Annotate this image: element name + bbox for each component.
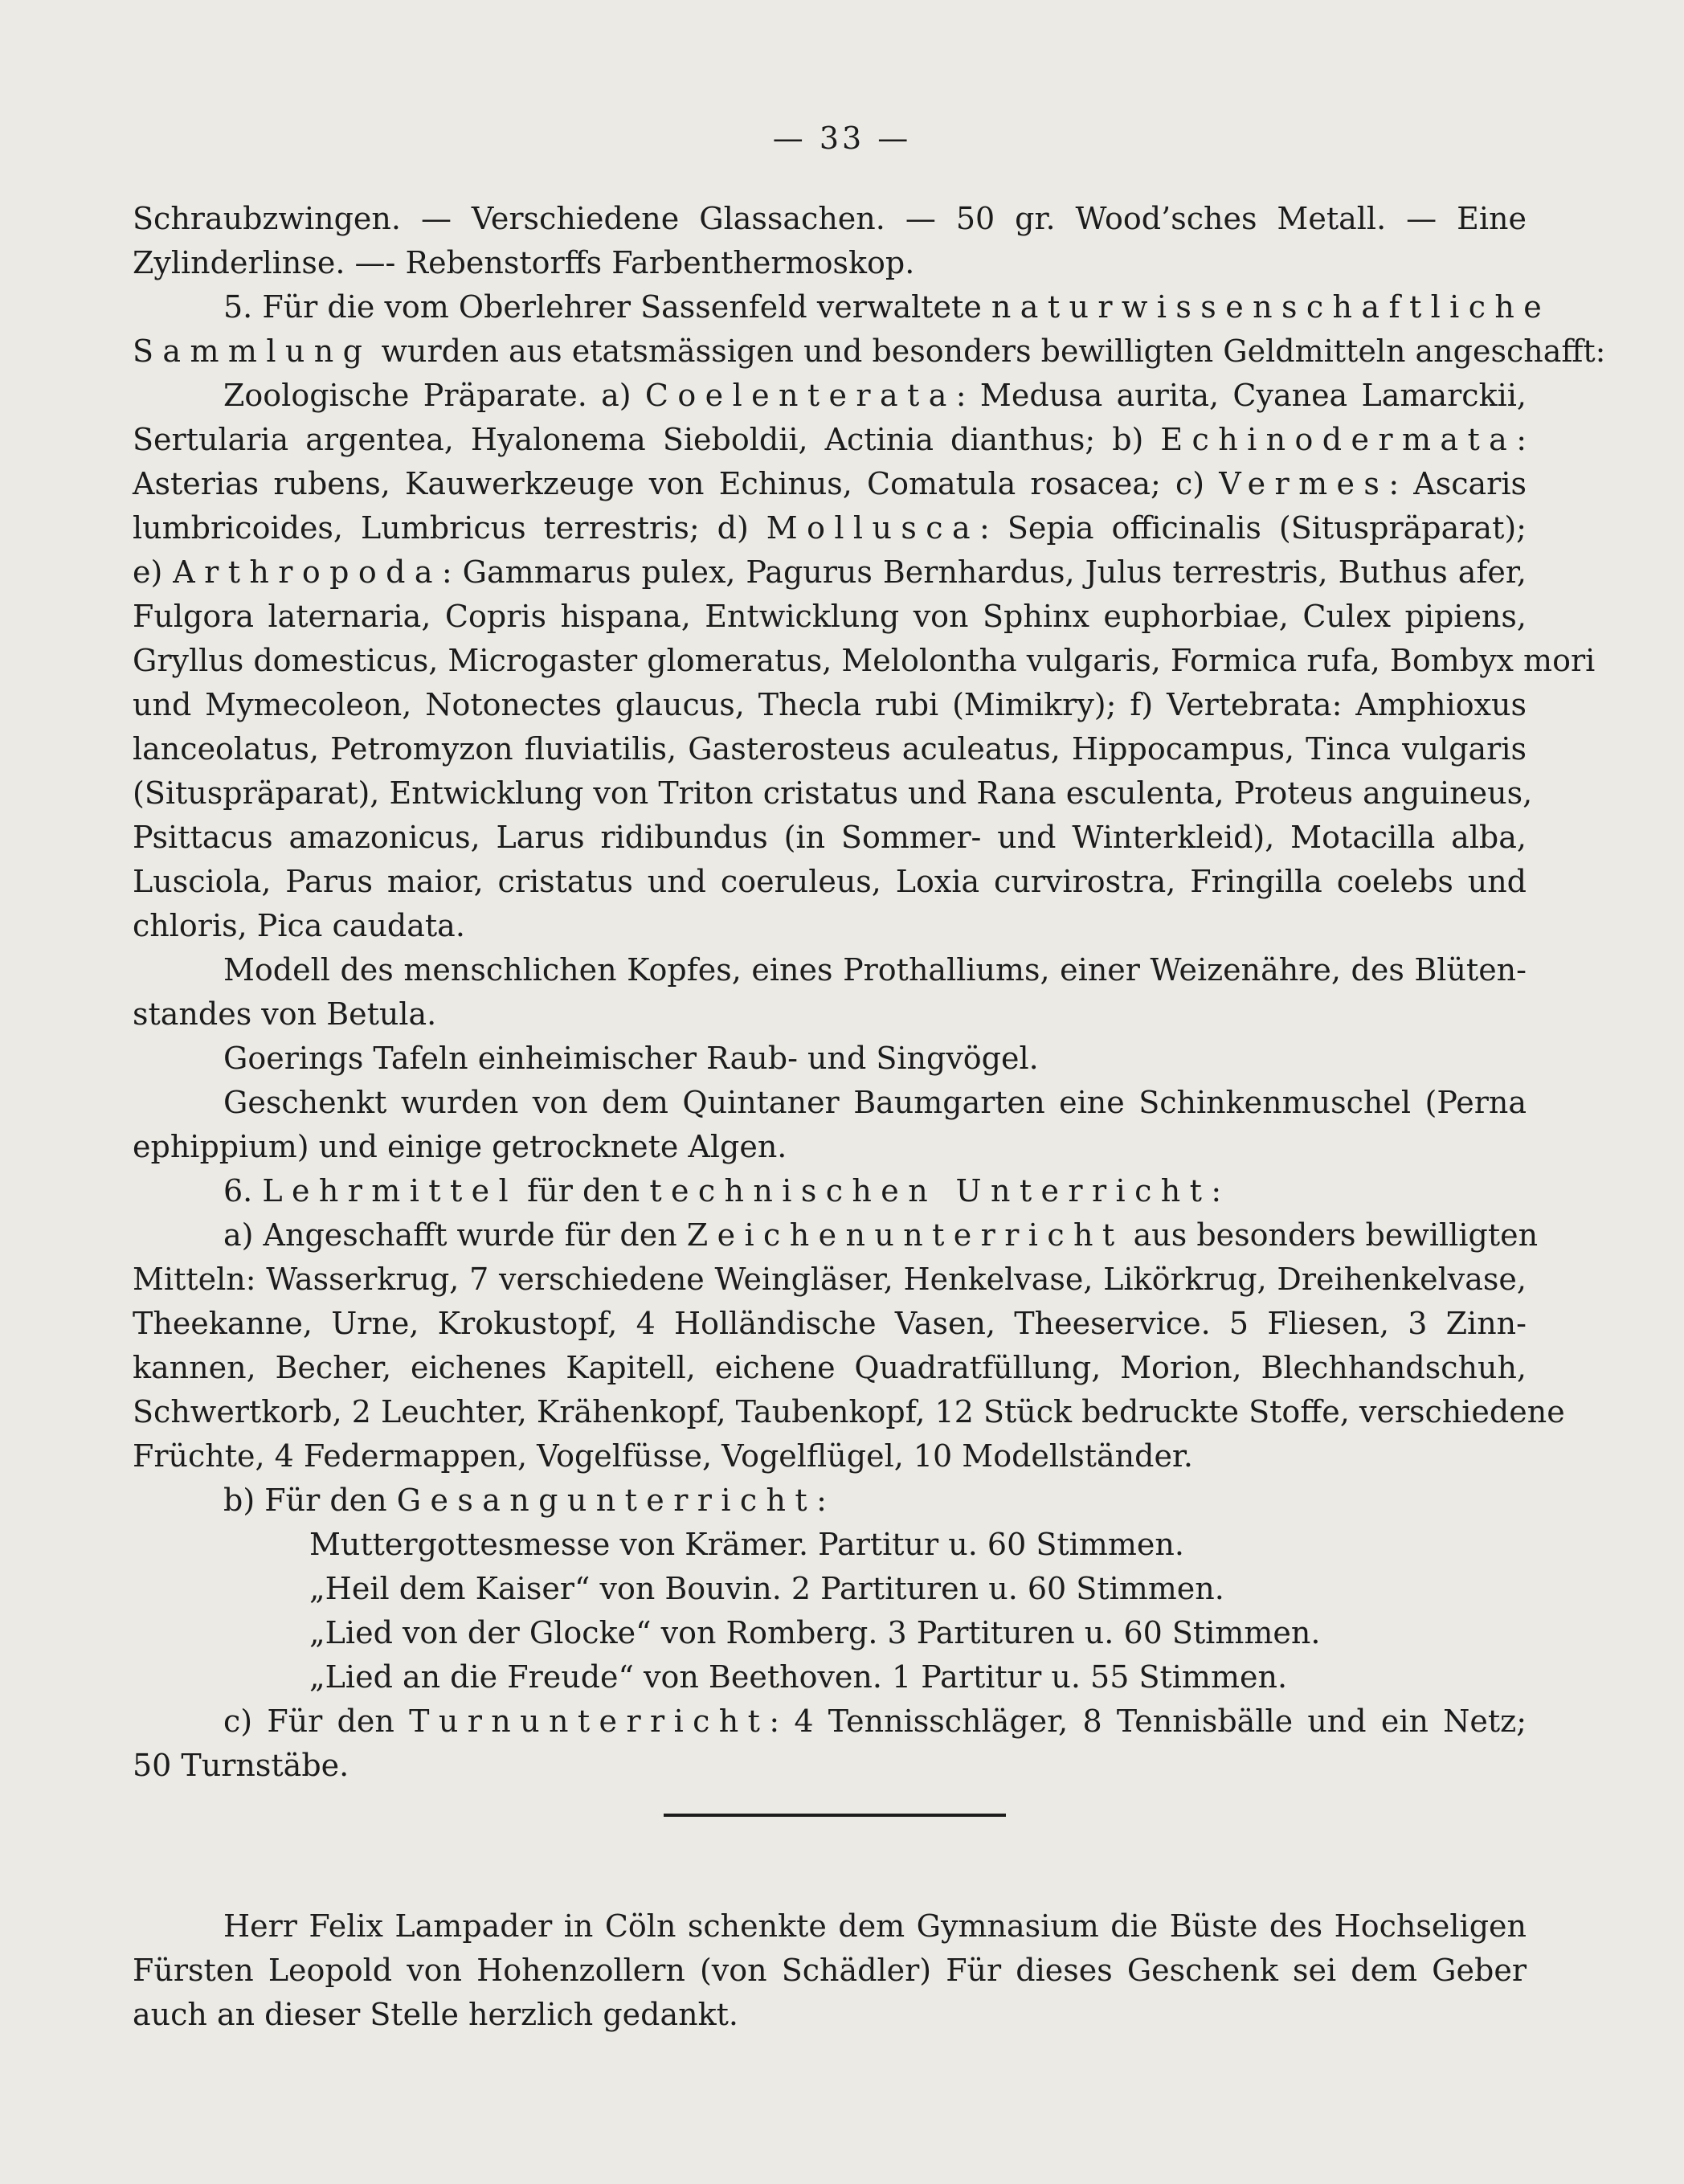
text-run: 5. Für die vom Oberlehrer Sassenfeld verwaltete — [223, 289, 991, 325]
text-line — [223, 1037, 1527, 1080]
text-run: Lusciola, Parus maior, cristatus und coeruleus, Loxia curvirostra, Fringilla coelebs und — [133, 864, 1527, 899]
text-run: : Sepia officinalis (Situspräparat); — [979, 510, 1527, 546]
text-run: Theekanne, Urne, Krokustopf, 4 Holländische Vasen, Theeservice. 5 Fliesen, 3 Zinn- — [133, 1306, 1527, 1341]
text-line — [133, 860, 1527, 903]
text-line — [133, 1949, 1527, 1992]
text-line — [223, 1478, 1527, 1522]
text-run: b) Für den — [223, 1483, 397, 1518]
text-run: ephippium) und einige getrocknete Algen. — [133, 1129, 787, 1164]
text-line — [223, 285, 1551, 329]
text-run: Fürsten Leopold von Hohenzollern (von Schädler) Für dieses Geschenk sei dem Geber — [133, 1953, 1527, 1988]
spaced-term: Coelenterata — [644, 378, 956, 413]
text-run: Herr Felix Lampader in Cöln schenkte dem Gymnasium die Büste des Hochseligen — [223, 1908, 1527, 1944]
spaced-term: naturwissenschaftliche — [991, 289, 1551, 325]
text-run: aus besonders bewilligten — [1123, 1217, 1539, 1253]
text-run: lanceolatus, Petromyzon fluviatilis, Gasterosteus aculeatus, Hippocampus, Tinca vulgaris — [133, 731, 1527, 767]
text-line — [133, 904, 1527, 947]
text-run: auch an dieser Stelle herzlich gedankt. — [133, 1997, 738, 2032]
text-line — [309, 1567, 1527, 1610]
text-line — [309, 1611, 1527, 1654]
text-run: : Medusa aurita, Cyanea Lamarckii, — [955, 378, 1527, 413]
text-line — [223, 1904, 1527, 1948]
text-run: Psittacus amazonicus, Larus ridibundus (in Sommer- und Winterkleid), Motacilla alba, — [133, 820, 1527, 855]
text-run: „Heil dem Kaiser“ von Bouvin. 2 Partituren u. 60 Stimmen. — [309, 1571, 1224, 1606]
text-line — [133, 1346, 1527, 1389]
text-run: Gryllus domesticus, Microgaster glomeratus, Melolontha vulgaris, Formica rufa, Bombyx mori — [133, 643, 1596, 678]
spaced-term: Echinodermata — [1160, 422, 1517, 457]
text-line — [223, 374, 1527, 417]
text-run: kannen, Becher, eichenes Kapitell, eichene Quadratfüllung, Morion, Blechhandschuh, — [133, 1350, 1527, 1385]
text-run: Modell des menschlichen Kopfes, eines Prothalliums, einer Weizenähre, des Blüten- — [223, 952, 1527, 988]
page-number: — 33 — — [772, 121, 912, 156]
text-line — [133, 329, 1606, 373]
text-line — [309, 1523, 1527, 1566]
text-run: wurden aus etatsmässigen und besonders bewilligten Geldmitteln angeschafft: — [371, 333, 1606, 369]
spaced-term: Sammlung — [133, 333, 372, 369]
text-line — [133, 197, 1527, 240]
text-line — [133, 1390, 1565, 1434]
text-run: Zoologische Präparate. a) — [223, 378, 645, 413]
text-run: c) Für den — [223, 1703, 410, 1739]
spaced-term: Zeichenunterricht — [686, 1217, 1124, 1253]
section-divider — [664, 1814, 1006, 1817]
text-run: : Gammarus pulex, Pagurus Bernhardus, Julus terrestris, Buthus afer, — [441, 554, 1527, 590]
text-line — [133, 1302, 1527, 1345]
text-line — [223, 948, 1527, 992]
text-line — [133, 1993, 1527, 2036]
text-run: (Situspräparat), Entwicklung von Triton cristatus und Rana esculenta, Proteus anguineus, — [133, 775, 1533, 811]
text-run: : — [1211, 1173, 1222, 1209]
text-line — [133, 1744, 1527, 1787]
text-line — [133, 241, 1527, 284]
text-run: a) Angeschafft wurde für den — [223, 1217, 687, 1253]
text-line — [309, 1655, 1527, 1699]
spaced-term: Vermes — [1219, 466, 1389, 501]
text-line — [223, 1169, 1527, 1213]
text-run: : 4 Tennisschläger, 8 Tennisbälle und ein Netz; — [769, 1703, 1527, 1739]
text-run: und Mymecoleon, Notonectes glaucus, Thecla rubi (Mimikry); f) Vertebrata: Amphioxus — [133, 687, 1527, 722]
text-line — [223, 1213, 1539, 1257]
text-run: : Ascaris — [1388, 466, 1527, 501]
text-run: Asterias rubens, Kauwerkzeuge von Echinus, Comatula rosacea; c) — [133, 466, 1220, 501]
text-line — [133, 992, 1527, 1036]
text-line — [133, 1258, 1527, 1301]
text-run: „Lied von der Glocke“ von Romberg. 3 Partituren u. 60 Stimmen. — [309, 1615, 1321, 1650]
text-line — [133, 1434, 1527, 1478]
spaced-term: technischen Unterricht — [649, 1173, 1212, 1209]
text-line — [133, 683, 1527, 726]
text-run: Fulgora laternaria, Copris hispana, Entwicklung von Sphinx euphorbiae, Culex pipiens, — [133, 599, 1527, 634]
spaced-term: Lehrmittel — [262, 1173, 518, 1209]
text-run: für den — [517, 1173, 650, 1209]
text-run: Muttergottesmesse von Krämer. Partitur u. 60 Stimmen. — [309, 1527, 1184, 1562]
text-run: 6. — [223, 1173, 263, 1209]
text-run: Sertularia argentea, Hyalonema Sieboldii, Actinia dianthus; b) — [133, 422, 1161, 457]
text-line — [133, 506, 1527, 550]
text-run: 50 Turnstäbe. — [133, 1748, 349, 1783]
text-line — [223, 1081, 1527, 1124]
text-run: „Lied an die Freude“ von Beethoven. 1 Partitur u. 55 Stimmen. — [309, 1659, 1288, 1695]
text-line — [133, 550, 1527, 594]
text-line — [133, 639, 1596, 682]
text-run: Goerings Tafeln einheimischer Raub- und Singvögel. — [223, 1041, 1039, 1076]
text-line — [223, 1699, 1527, 1743]
text-run: Schwertkorb, 2 Leuchter, Krähenkopf, Taubenkopf, 12 Stück bedruckte Stoffe, verschiedene — [133, 1394, 1565, 1429]
text-run: standes von Betula. — [133, 996, 437, 1032]
spaced-term: Arthropoda — [173, 554, 442, 590]
text-line — [133, 1125, 1527, 1168]
text-run: lumbricoides, Lumbricus terrestris; d) — [133, 510, 766, 546]
text-run: Früchte, 4 Federmappen, Vogelfüsse, Vogelflügel, 10 Modellständer. — [133, 1438, 1193, 1474]
text-line — [133, 727, 1527, 771]
text-run: e) — [133, 554, 174, 590]
text-run: Geschenkt wurden von dem Quintaner Baumgarten eine Schinkenmuschel (Perna — [223, 1085, 1527, 1120]
text-line — [133, 816, 1527, 859]
text-run: : — [1516, 422, 1527, 457]
text-line — [133, 771, 1533, 815]
text-run: : — [816, 1483, 827, 1518]
text-run: Mitteln: Wasserkrug, 7 verschiedene Weingläser, Henkelvase, Likörkrug, Dreihenkelvase, — [133, 1262, 1527, 1297]
text-run: chloris, Pica caudata. — [133, 908, 465, 943]
spaced-term: Gesangunterricht — [396, 1483, 817, 1518]
spaced-term: Mollusca — [766, 510, 980, 546]
text-line — [133, 462, 1527, 505]
text-line — [133, 418, 1527, 461]
text-run: Schraubzwingen. — Verschiedene Glassachen. — 50 gr. Wood’sches Metall. — Eine — [133, 201, 1527, 236]
text-run: Zylinderlinse. —- Rebenstorffs Farbenthermoskop. — [133, 245, 915, 280]
spaced-term: Turnunterricht — [409, 1703, 770, 1739]
text-line — [133, 595, 1527, 638]
